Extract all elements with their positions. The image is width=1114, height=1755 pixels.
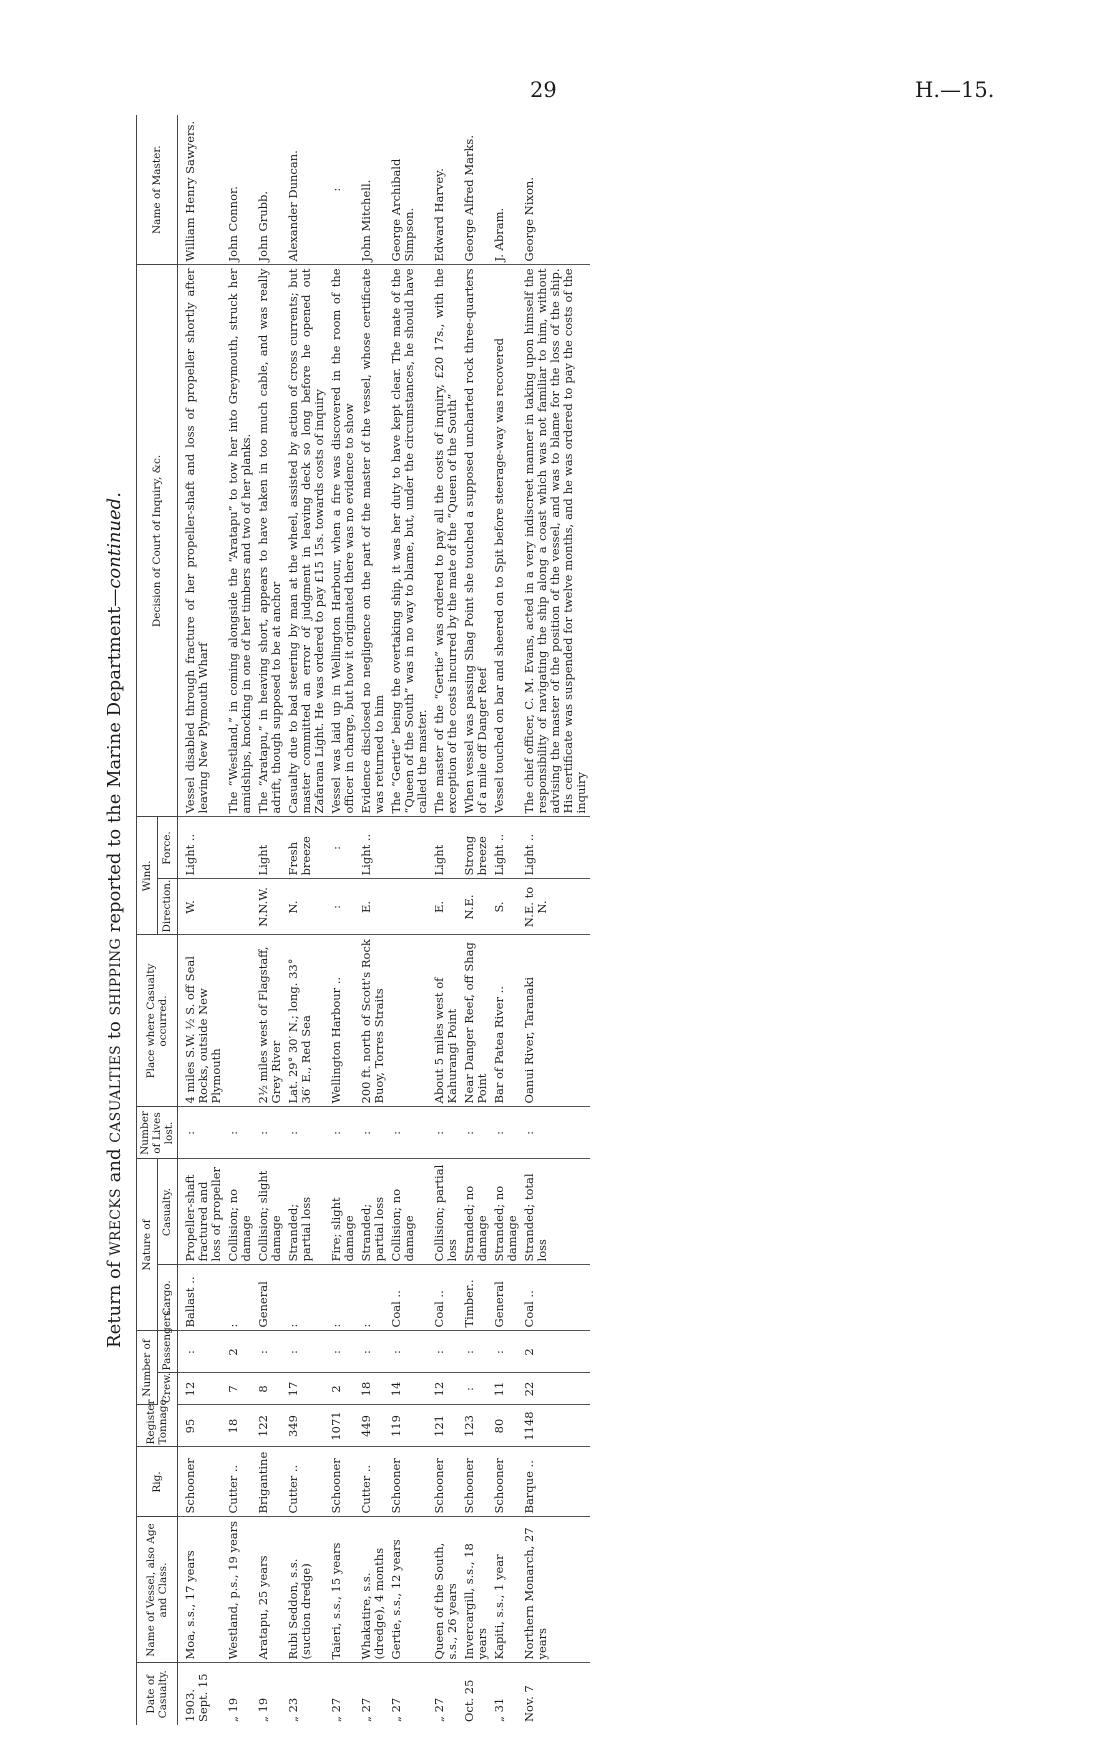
header-master: Name of Master. <box>137 115 178 265</box>
header-decision: Decision of Court of Inquiry, &c. <box>137 265 178 817</box>
cell-vessel: Whakatire, s.s. (dredge), 4 months <box>358 1517 388 1663</box>
cell-force: : <box>328 817 358 879</box>
cell-force: Light .. <box>491 817 521 879</box>
cell-date: „ 19 <box>226 1697 240 1722</box>
cell-crew: 11 <box>491 1373 521 1405</box>
cell-cargo: : <box>225 1265 255 1331</box>
cell-force: Light .. <box>178 817 226 879</box>
header-date: Date of Casualty. <box>137 1663 178 1725</box>
cell-tonnage: 349 <box>285 1405 328 1447</box>
header-nature-of: Nature of <box>137 1159 158 1331</box>
cell-year: 1903. <box>183 1689 197 1722</box>
cell-lives-lost: : <box>328 1107 358 1159</box>
cell-passengers: : <box>388 1331 431 1373</box>
cell-vessel: Northern Monarch, 27 years <box>521 1517 590 1663</box>
cell-cargo: General <box>255 1265 285 1331</box>
header-casualty: Casualty. <box>157 1159 178 1265</box>
cell-force <box>388 817 431 879</box>
cell-date: Oct. 25 <box>462 1679 476 1722</box>
header-cargo: Cargo. <box>157 1265 178 1331</box>
cell-vessel: Gertie, s.s., 12 years <box>388 1517 431 1663</box>
cell-rig: Schooner <box>178 1447 226 1517</box>
cell-vessel: Taieri, s.s., 15 years <box>328 1517 358 1663</box>
cell-decision: Vessel touched on bar and sheered on to Spit before steerage-way was recovered <box>491 265 521 817</box>
table-row <box>388 115 431 1725</box>
cell-cargo: : <box>285 1265 328 1331</box>
table-row <box>178 115 226 1725</box>
table-row <box>521 115 590 1725</box>
cell-crew: 22 <box>521 1373 590 1405</box>
cell-direction <box>225 879 255 935</box>
cell-place: Lat. 29° 30′ N.; long. 33° 36′ E., Red Sea <box>285 935 328 1107</box>
cell-tonnage: 1071 <box>328 1405 358 1447</box>
cell-direction: N. <box>285 879 328 935</box>
header-vessel: Name of Vessel, also Age and Class. <box>137 1517 178 1663</box>
cell-tonnage: 123 <box>461 1405 491 1447</box>
cell-decision: The chief officer, C. M. Evans, acted in a very indiscreet manner in taking upon himself the responsibility of navigating the ship along a coast which was not familiar to him, without advising the master of the position of the vessel, and was to blame for the loss of the ship. His certificate was suspended for twelve months, and he was ordered to pay the costs of the inquiry <box>521 265 590 817</box>
header-wind: Wind. <box>137 817 158 935</box>
cell-date: „ 31 <box>492 1697 506 1722</box>
header-rig: Rig. <box>137 1447 178 1517</box>
cell-passengers: : <box>491 1331 521 1373</box>
cell-place: Near Danger Reef, off Shag Point <box>461 935 491 1107</box>
table-row <box>328 115 358 1725</box>
cell-direction: E. <box>431 879 461 935</box>
cell-passengers: : <box>178 1331 226 1373</box>
cell-force <box>225 817 255 879</box>
cell-vessel: Aratapu, 25 years <box>255 1517 285 1663</box>
cell-tonnage: 95 <box>178 1405 226 1447</box>
cell-lives-lost: : <box>255 1107 285 1159</box>
cell-tonnage: 119 <box>388 1405 431 1447</box>
cell-rig: Brigantine <box>255 1447 285 1517</box>
cell-decision: Vessel was laid up in Wellington Harbour, when a fire was discovered in the room of the officer in charge, but how it originated there was no evidence to show <box>328 265 358 817</box>
cell-rig: Schooner <box>388 1447 431 1517</box>
cell-crew: 17 <box>285 1373 328 1405</box>
table-row <box>225 115 255 1725</box>
cell-decision: The “Aratapu,” in heaving short, appears to have taken in too much cable, and was really adrift, though supposed to be at anchor <box>255 265 285 817</box>
cell-place <box>388 935 431 1107</box>
cell-date: „ 27 <box>432 1697 446 1722</box>
cell-lives-lost: : <box>491 1107 521 1159</box>
cell-tonnage: 121 <box>431 1405 461 1447</box>
cell-cargo: Timber.. <box>461 1265 491 1331</box>
cell-cargo: Ballast .. <box>178 1265 226 1331</box>
cell-date: „ 27 <box>329 1697 343 1722</box>
cell-lives-lost: : <box>461 1107 491 1159</box>
document-id: H.—15. <box>915 78 995 102</box>
header-place: Place where Casualty occurred. <box>137 935 178 1107</box>
header-passengers: Passengers. <box>157 1331 178 1373</box>
cell-direction <box>388 879 431 935</box>
cell-force: Light .. <box>358 817 388 879</box>
rotated-table-block <box>100 115 980 1725</box>
cell-vessel: Moa, s.s., 17 years <box>178 1517 226 1663</box>
cell-casualty: Stranded; partial loss <box>285 1159 328 1265</box>
cell-master: William Henry Sawyers. <box>178 115 226 265</box>
cell-crew: 12 <box>178 1373 226 1405</box>
table-title: Return of WRECKS and CASUALTIES to SHIPPING reported to the Marine Department—continued. <box>104 492 125 1348</box>
cell-rig: Schooner <box>491 1447 521 1517</box>
cell-rig: Barque .. <box>521 1447 590 1517</box>
cell-casualty: Collision; no damage <box>388 1159 431 1265</box>
cell-passengers: : <box>431 1331 461 1373</box>
cell-force: Light .. <box>521 817 590 879</box>
cell-direction: N.N.W. <box>255 879 285 935</box>
cell-date: 1903. Sept. 15 <box>178 1663 226 1725</box>
cell-place: Wellington Harbour .. <box>328 935 358 1107</box>
cell-crew: 18 <box>358 1373 388 1405</box>
cell-cargo: : <box>358 1265 388 1331</box>
cell-master: George Archibald Simpson. <box>388 115 431 265</box>
cell-place <box>225 935 255 1107</box>
cell-lives-lost: : <box>431 1107 461 1159</box>
cell-place: Bar of Patea River .. <box>491 935 521 1107</box>
cell-master: Edward Harvey. <box>431 115 461 265</box>
cell-crew: 14 <box>388 1373 431 1405</box>
table-row <box>358 115 388 1725</box>
cell-casualty: Stranded; partial loss <box>358 1159 388 1265</box>
cell-force: Fresh breeze <box>285 817 328 879</box>
cell-tonnage: 122 <box>255 1405 285 1447</box>
cell-master: : <box>328 115 358 265</box>
cell-master: J. Abram. <box>491 115 521 265</box>
cell-cargo: : <box>328 1265 358 1331</box>
cell-date: Nov. 7 <box>522 1685 536 1722</box>
cell-master: Alexander Duncan. <box>285 115 328 265</box>
cell-crew: : <box>461 1373 491 1405</box>
cell-casualty: Propeller-shaft fractured and loss of propeller <box>178 1159 226 1265</box>
cell-lives-lost: : <box>388 1107 431 1159</box>
cell-date: „ 19 <box>256 1697 270 1722</box>
cell-direction: W. <box>178 879 226 935</box>
cell-tonnage: 1148 <box>521 1405 590 1447</box>
cell-passengers: 2 <box>225 1331 255 1373</box>
table-row <box>461 115 491 1725</box>
cell-tonnage: 449 <box>358 1405 388 1447</box>
cell-casualty: Collision; partial loss <box>431 1159 461 1265</box>
cell-rig: Schooner <box>431 1447 461 1517</box>
cell-vessel: Invercargill, s.s., 18 years <box>461 1517 491 1663</box>
cell-place: Oanui River, Taranaki <box>521 935 590 1107</box>
cell-vessel: Queen of the South, s.s., 26 years <box>431 1517 461 1663</box>
cell-place: 200 ft. north of Scott's Rock Buoy, Torres Straits <box>358 935 388 1107</box>
cell-casualty: Stranded; total loss <box>521 1159 590 1265</box>
cell-decision: When vessel was passing Shag Point she touched a supposed uncharted rock three-quarters of a mile off Danger Reef <box>461 265 491 817</box>
cell-direction: : <box>328 879 358 935</box>
cell-lives-lost: : <box>521 1107 590 1159</box>
cell-decision: The “Westland,” in coming alongside the “Aratapu” to tow her into Greymouth, struck her amidships, knocking in one of her timbers and two of her planks. <box>225 265 255 817</box>
cell-cargo: Coal .. <box>521 1265 590 1331</box>
cell-casualty: Collision; slight damage <box>255 1159 285 1265</box>
cell-direction: N.E. to N. <box>521 879 590 935</box>
cell-cargo: General <box>491 1265 521 1331</box>
header-lives-lost: Number of Lives lost. <box>137 1107 178 1159</box>
cell-place: 4 miles S.W. ½ S. off Seal Rocks, outside New Plymouth <box>178 935 226 1107</box>
header-number-of: Number of <box>137 1331 158 1405</box>
cell-passengers: : <box>358 1331 388 1373</box>
cell-master: John Connor. <box>225 115 255 265</box>
cell-rig: Cutter .. <box>358 1447 388 1517</box>
cell-direction: E. <box>358 879 388 935</box>
header-force: Force. <box>157 817 178 879</box>
cell-direction: S. <box>491 879 521 935</box>
cell-casualty: Stranded; no damage <box>461 1159 491 1265</box>
cell-rig: Schooner <box>461 1447 491 1517</box>
cell-force: Light <box>255 817 285 879</box>
cell-decision: The “Gertie” being the overtaking ship, it was her duty to have kept clear. The mate of the “Queen of the South” was in no way to blame, but, under the circumstances, he should have called the master. <box>388 265 431 817</box>
cell-rig: Cutter .. <box>225 1447 255 1517</box>
cell-rig: Cutter .. <box>285 1447 328 1517</box>
cell-master: George Nixon. <box>521 115 590 265</box>
cell-lives-lost: : <box>225 1107 255 1159</box>
cell-date: „ 23 <box>286 1697 300 1722</box>
cell-direction: N.E. <box>461 879 491 935</box>
cell-force: Strong breeze <box>461 817 491 879</box>
casualties-table <box>136 115 590 1725</box>
cell-casualty: Fire; slight damage <box>328 1159 358 1265</box>
cell-decision: The master of the “Gertie” was ordered to pay all the costs of inquiry, £20 17s., with the exception of the costs incurred by the mate of the “Queen of the South” <box>431 265 461 817</box>
cell-crew: 8 <box>255 1373 285 1405</box>
header-tonnage: Register Tonnage. <box>137 1405 178 1447</box>
cell-passengers: : <box>285 1331 328 1373</box>
cell-tonnage: 80 <box>491 1405 521 1447</box>
cell-date: „ 27 <box>389 1697 403 1722</box>
cell-decision: Vessel disabled through fracture of her propeller-shaft and loss of propeller shortly after leaving New Plymouth Wharf <box>178 265 226 817</box>
cell-vessel: Rubi Seddon, s.s. (suction dredge) <box>285 1517 328 1663</box>
cell-decision: Casualty due to bad steering by man at the wheel, assisted by action of cross currents; but master committed an error of judgment in leaving deck so long before he opened out Zafarana Light. He was ordered to pay £15 15s. towards costs of inquiry <box>285 265 328 817</box>
cell-master: John Grubb. <box>255 115 285 265</box>
cell-crew: 2 <box>328 1373 358 1405</box>
cell-force: Light <box>431 817 461 879</box>
cell-lives-lost: : <box>358 1107 388 1159</box>
cell-passengers: : <box>461 1331 491 1373</box>
table-row <box>431 115 461 1725</box>
cell-passengers: 2 <box>521 1331 590 1373</box>
cell-casualty: Stranded; no damage <box>491 1159 521 1265</box>
cell-place: 2½ miles west of Flagstaff, Grey River <box>255 935 285 1107</box>
cell-date: „ 27 <box>359 1697 373 1722</box>
cell-master: John Mitchell. <box>358 115 388 265</box>
header-direction: Direction. <box>157 879 178 935</box>
cell-tonnage: 18 <box>225 1405 255 1447</box>
cell-rig: Schooner <box>328 1447 358 1517</box>
cell-crew: 7 <box>225 1373 255 1405</box>
cell-place: About 5 miles west of Kahurangi Point <box>431 935 461 1107</box>
cell-master: George Alfred Marks. <box>461 115 491 265</box>
cell-passengers: : <box>255 1331 285 1373</box>
cell-lives-lost: : <box>285 1107 328 1159</box>
cell-decision: Evidence disclosed no negligence on the part of the master of the vessel, whose certificate was returned to him <box>358 265 388 817</box>
cell-cargo: Coal .. <box>388 1265 431 1331</box>
cell-lives-lost: : <box>178 1107 226 1159</box>
table-row <box>285 115 328 1725</box>
cell-crew: 12 <box>431 1373 461 1405</box>
header-crew: Crew. <box>157 1373 178 1405</box>
page-number: 29 <box>530 78 557 102</box>
cell-passengers: : <box>328 1331 358 1373</box>
cell-cargo: Coal .. <box>431 1265 461 1331</box>
table-row <box>491 115 521 1725</box>
cell-casualty: Collision; no damage <box>225 1159 255 1265</box>
table-row <box>255 115 285 1725</box>
cell-vessel: Kapiti, s.s., 1 year <box>491 1517 521 1663</box>
cell-vessel: Westland, p.s., 19 years <box>225 1517 255 1663</box>
